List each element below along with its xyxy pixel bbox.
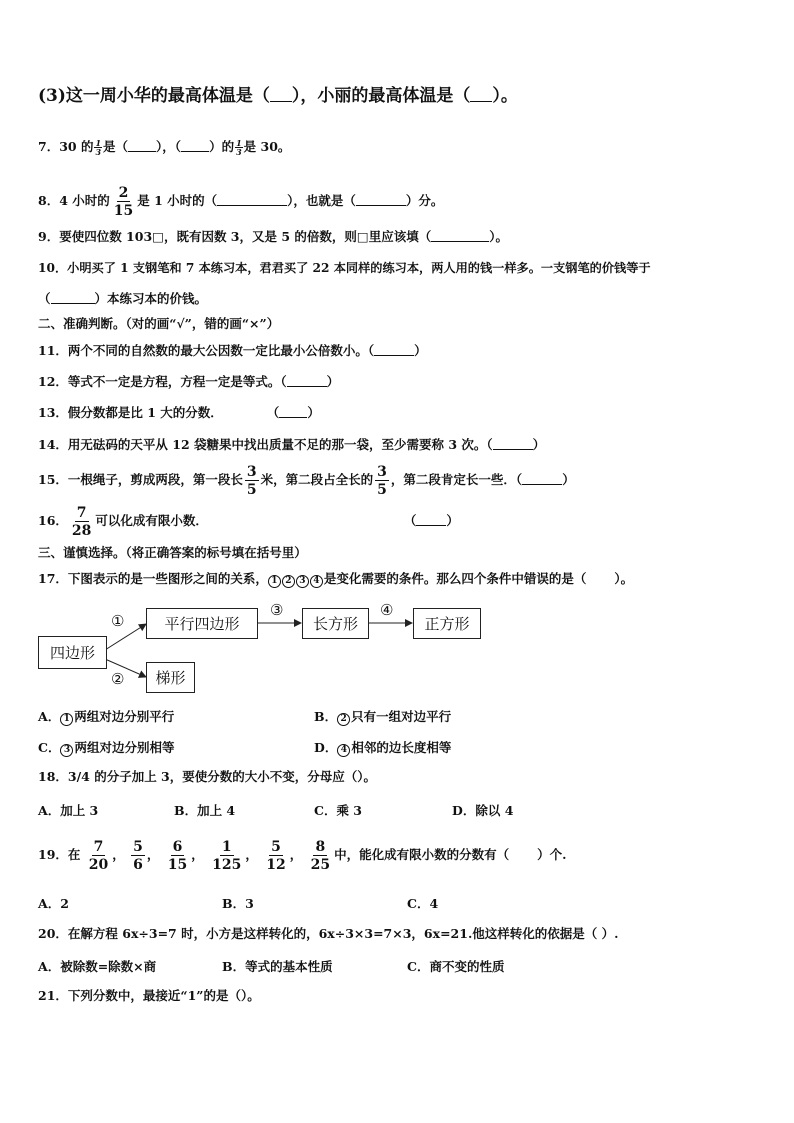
q7: 7．30 的 $\frac{1}{3}$ 是（ ），（ ）的 $\frac{1}{3}$ 是 30。: [38, 138, 291, 157]
fraction: $\frac{8}{25}$: [310, 838, 331, 873]
fraction: $\frac{3}{5}$: [246, 463, 257, 498]
fraction: $\frac{3}{5}$: [377, 463, 387, 498]
q6-3: (3)这一周小华的最高体温是（ ），小丽的最高体温是（ ）。: [38, 86, 518, 106]
fraction: $\frac{5}{6}$: [133, 838, 143, 873]
condition-2-label: ②: [111, 670, 125, 688]
q13: 13．假分数都是比 1 大的分数． （ ）: [38, 405, 320, 420]
circle-1-icon: 1: [60, 713, 73, 726]
fraction: $\frac{7}{20}$: [88, 838, 109, 873]
circle-3-icon: 3: [60, 744, 73, 757]
condition-3-label: ③: [270, 601, 284, 619]
circle-2-icon: 2: [337, 713, 350, 726]
q9: 9．要使四位数 103□，既有因数 3，又是 5 的倍数，则□里应该填（ ）。: [38, 229, 508, 244]
q15: 15．一根绳子，剪成两段，第一段长 $\frac{3}{5}$ 米，第二段占全长的 $\frac{3}{5}$ ，第二段肯定长一些．（ ）: [38, 463, 575, 498]
square-box: 正方形: [413, 608, 481, 639]
q17-option-b[interactable]: B． 2 只有一组对边平行: [314, 709, 452, 724]
q20-option-c[interactable]: C．商不变的性质: [407, 959, 505, 974]
q21: 21．下列分数中，最接近“1”的是（）。: [38, 988, 260, 1003]
fraction: $\frac{1}{3}$: [236, 138, 242, 157]
q20-option-b[interactable]: B．等式的基本性质: [222, 959, 333, 974]
rectangle-box: 长方形: [302, 608, 369, 639]
parallelogram-box: 平行四边形: [146, 608, 258, 639]
circle-4-icon: 4: [337, 744, 350, 757]
fraction: $\frac{7}{28}$: [71, 504, 92, 539]
q10-line2: （ ）本练习本的价钱。: [38, 291, 208, 306]
condition-4-label: ④: [380, 601, 394, 619]
fraction: $\frac{1}{125}$: [212, 838, 242, 873]
circle-2-icon: 2: [282, 575, 295, 588]
q18-option-b[interactable]: B．加上 4: [174, 803, 236, 818]
q11: 11．两个不同的自然数的最大公因数一定比最小公倍数小。（ ）: [38, 343, 427, 358]
q12: 12．等式不一定是方程，方程一定是等式。（ ）: [38, 374, 340, 389]
q18-option-c[interactable]: C．乘 3: [314, 803, 362, 818]
circle-4-icon: 4: [310, 575, 323, 588]
section-3-heading: 三、谨慎选择。（将正确答案的标号填在括号里）: [38, 545, 307, 560]
q17-option-d[interactable]: D． 4 相邻的边长度相等: [314, 740, 452, 755]
q14: 14．用无砝码的天平从 12 袋糖果中找出质量不足的那一袋，至少需要称 3 次。（ ）: [38, 437, 546, 452]
fraction: $\frac{2}{15}$: [113, 184, 134, 219]
fraction: $\frac{6}{15}$: [167, 838, 188, 873]
q16: 16． $\frac{7}{28}$ 可以化成有限小数． （ ）: [38, 504, 459, 539]
fraction: $\frac{5}{12}$: [266, 838, 286, 873]
circle-1-icon: 1: [268, 575, 281, 588]
q19-option-a[interactable]: A．2: [38, 896, 69, 911]
q18: 18．3/4 的分子加上 3，要使分数的大小不变，分母应（）。: [38, 769, 377, 784]
circle-3-icon: 3: [296, 575, 309, 588]
q20-option-a[interactable]: A．被除数=除数×商: [38, 959, 157, 974]
q10-line1: 10．小明买了 1 支钢笔和 7 本练习本，君君买了 22 本同样的练习本，两人用的钱一样多。一支钢笔的价钱等于: [38, 261, 651, 275]
quadrilateral-box: 四边形: [38, 636, 107, 669]
q17: 17．下图表示的是一些图形之间的关系， 1 2 3 4 是变化需要的条件。那么四个条件中错误的是（ ）。: [38, 571, 634, 586]
q19: 19．在 $\frac{7}{20}$ ， $\frac{5}{6}$ ， $\frac{6}{15}$ ， $\frac{1}{125}$ ， $\frac{5}{12}$ ， $\frac{8}{25}$ 中，能化成有限小数的分数有（ ）个.: [38, 838, 567, 873]
q19-option-c[interactable]: C．4: [407, 896, 439, 911]
q20: 20．在解方程 6x÷3=7 时，小方是这样转化的，6x÷3×3=7×3，6x=21.他这样转化的依据是（ ）.: [38, 926, 619, 941]
condition-1-label: ①: [111, 612, 125, 630]
section-2-heading: 二、准确判断。（对的画“√”，错的画“×”）: [38, 316, 280, 331]
q18-option-a[interactable]: A．加上 3: [38, 803, 99, 818]
q8: 8．4 小时的 $\frac{2}{15}$ 是 1 小时的（ ），也就是（ ）分。: [38, 184, 444, 219]
q18-option-d[interactable]: D．除以 4: [452, 803, 514, 818]
trapezoid-box: 梯形: [146, 662, 195, 693]
q17-option-a[interactable]: A． 1 两组对边分别平行: [38, 709, 175, 724]
fraction: $\frac{1}{3}$: [95, 138, 102, 157]
q17-option-c[interactable]: C． 3 两组对边分别相等: [38, 740, 175, 755]
q19-option-b[interactable]: B．3: [222, 896, 254, 911]
